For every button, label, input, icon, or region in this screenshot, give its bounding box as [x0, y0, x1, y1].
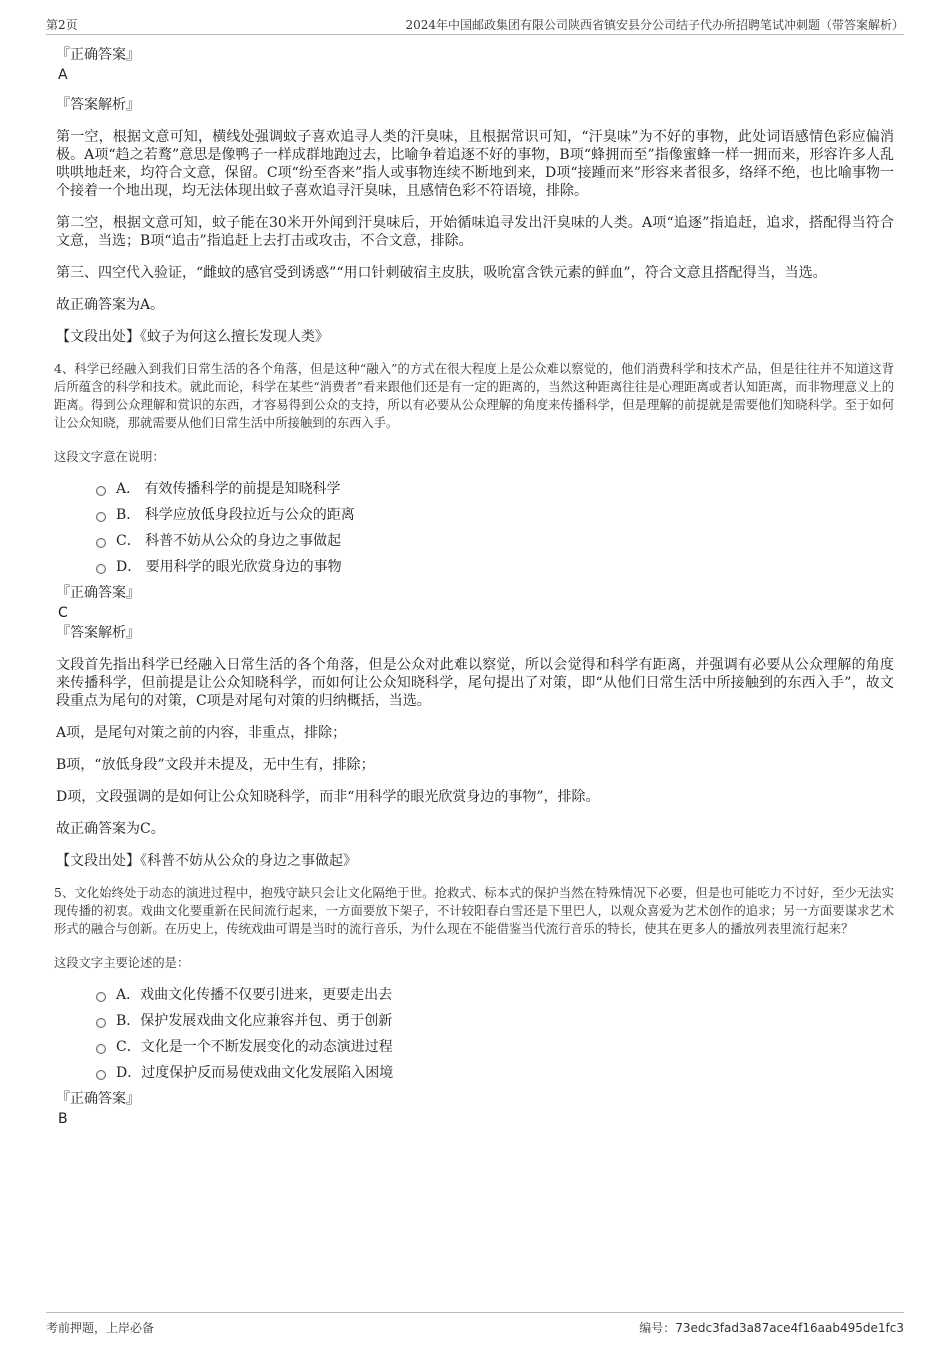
q5-option-a[interactable]: A．戏曲文化传播不仅要引进来，更要走出去	[56, 986, 894, 1004]
q4-analysis-2: A项，是尾句对策之前的内容，非重点，排除；	[56, 725, 347, 741]
q4-analysis-3: B项，“放低身段”文段并未提及，无中生有，排除；	[56, 757, 375, 773]
radio-icon[interactable]	[96, 486, 106, 496]
footer-code	[639, 1319, 904, 1336]
q4-option-a[interactable]: A． 有效传播科学的前提是知晓科学	[56, 480, 894, 498]
footer-code-value: 73edc3fad3a87ace4f16aab495de1fc3	[675, 1321, 904, 1335]
footer-code-label: 编号：	[639, 1321, 676, 1335]
q5-options	[56, 986, 894, 1082]
radio-icon[interactable]	[96, 538, 106, 548]
q3-analysis-4: 故正确答案为A。	[56, 297, 165, 313]
radio-icon[interactable]	[96, 1070, 106, 1080]
radio-icon[interactable]	[96, 512, 106, 522]
footer-slogan: 考前押题，上岸必备	[46, 1321, 155, 1335]
q4-prompt: 这段文字意在说明：	[54, 450, 165, 464]
radio-icon[interactable]	[96, 1018, 106, 1028]
q3-analysis-3: 第三、四空代入验证，“雌蚊的感官受到诱惑”“用口针刺破宿主皮肤，吸吮富含铁元素的鲜血”，符合文意且搭配得当，当选。	[56, 265, 827, 281]
q5-option-d[interactable]: D．过度保护反而易使戏曲文化发展陷入困境	[56, 1064, 894, 1082]
document-title: 2024年中国邮政集团有限公司陕西省镇安县分公司结子代办所招聘笔试冲刺题（带答案解析）	[405, 18, 904, 32]
q4-answer-label: 『正确答案』	[56, 585, 140, 601]
q5-option-c[interactable]: C．文化是一个不断发展变化的动态演进过程	[56, 1038, 894, 1056]
q5-option-b[interactable]: B．保护发展戏曲文化应兼容并包、勇于创新	[56, 1012, 894, 1030]
q3-analysis-label: 『答案解析』	[56, 97, 140, 113]
q4-option-b[interactable]: B． 科学应放低身段拉近与公众的距离	[56, 506, 894, 524]
radio-icon[interactable]	[96, 992, 106, 1002]
q4-options	[56, 480, 894, 576]
q3-analysis-1: 第一空，根据文意可知，横线处强调蚊子喜欢追寻人类的汗臭味，且根据常识可知，“汗臭味”为不好的事物，此处词语感情色彩应偏消极。A项“趋之若鹜”意思是像鸭子一样成群地跑过去，比喻争着追逐不好的事物，B项“蜂拥而至”指像蜜蜂一样一拥而来，形容许多人乱哄哄地赶来，均符合文意，保留。C项“纷至沓来”指人或事物连续不断地到来，D项“接踵而来”形容来者很多，络绎不绝，也比喻事物一个接着一个地出现，均无法体现出蚊子喜欢追寻汗臭味，且感情色彩不符语境，排除。	[56, 129, 894, 199]
radio-icon[interactable]	[96, 1044, 106, 1054]
page-footer	[46, 1312, 904, 1339]
q3-source: 【文段出处】《蚊子为何这么擅长发现人类》	[56, 329, 329, 345]
page-header	[46, 14, 904, 35]
q4-analysis-label: 『答案解析』	[56, 625, 140, 641]
q4-answer: C	[58, 605, 68, 621]
q5-answer-label: 『正确答案』	[56, 1091, 140, 1107]
q4-stem: 4、科学已经融入到我们日常生活的各个角落，但是这种“融入”的方式在很大程度上是公众难以察觉的，他们消费科学和技术产品，但是往往并不知道这背后所蕴含的科学和技术。就此而论，科学在某些“消费者”看来跟他们还是有一定的距离的，当然这种距离往往是心理距离或者认知距离，而非物理意义上的距离。得到公众理解和赏识的东西，才容易得到公众的支持，所以有必要从公众理解的角度来传播科学，但是理解的前提就是需要他们知晓科学。至于如何让公众知晓，那就需要从他们日常生活中所接触到的东西入手。	[54, 362, 894, 430]
q5-stem: 5、文化始终处于动态的演进过程中，抱残守缺只会让文化隔绝于世。抢救式、标本式的保护当然在特殊情况下必要，但是也可能吃力不讨好，至少无法实现传播的初衷。戏曲文化要重新在民间流行起来，一方面要放下架子，不计较阳春白雪还是下里巴人，以观众喜爱为艺术创作的追求；另一方面要谋求艺术形式的融合与创新。在历史上，传统戏曲可谓是当时的流行音乐，为什么现在不能借鉴当代流行音乐的特长，使其在更多人的播放列表里流行起来？	[54, 886, 894, 936]
radio-icon[interactable]	[96, 564, 106, 574]
q4-analysis-5: 故正确答案为C。	[56, 821, 165, 837]
page-number: 第2页	[46, 18, 78, 32]
q3-answer: A	[58, 67, 68, 83]
q4-option-c[interactable]: C． 科普不妨从公众的身边之事做起	[56, 532, 894, 550]
q3-answer-label: 『正确答案』	[56, 47, 140, 63]
document-body	[56, 46, 894, 1128]
q4-option-d[interactable]: D． 要用科学的眼光欣赏身边的事物	[56, 558, 894, 576]
q3-analysis-2: 第二空，根据文意可知，蚊子能在30米开外闻到汗臭味后，开始循味追寻发出汗臭味的人类。A项“追逐”指追赶，追求，搭配得当符合文意，当选；B项“追击”指追赶上去打击或攻击，不合文意，排除。	[56, 215, 894, 249]
q4-analysis-1: 文段首先指出科学已经融入日常生活的各个角落，但是公众对此难以察觉，所以会觉得和科学有距离，并强调有必要从公众理解的角度来传播科学，但前提是让公众知晓科学，而如何让公众知晓科学，尾句提出了对策，即“从他们日常生活中所接触到的东西入手”，故文段重点为尾句的对策，C项是对尾句对策的归纳概括，当选。	[56, 657, 894, 709]
q4-source: 【文段出处】《科普不妨从公众的身边之事做起》	[56, 853, 357, 869]
q5-prompt: 这段文字主要论述的是：	[54, 956, 190, 970]
q4-analysis-4: D项，文段强调的是如何让公众知晓科学，而非“用科学的眼光欣赏身边的事物”，排除。	[56, 789, 600, 805]
q5-answer: B	[58, 1111, 68, 1127]
